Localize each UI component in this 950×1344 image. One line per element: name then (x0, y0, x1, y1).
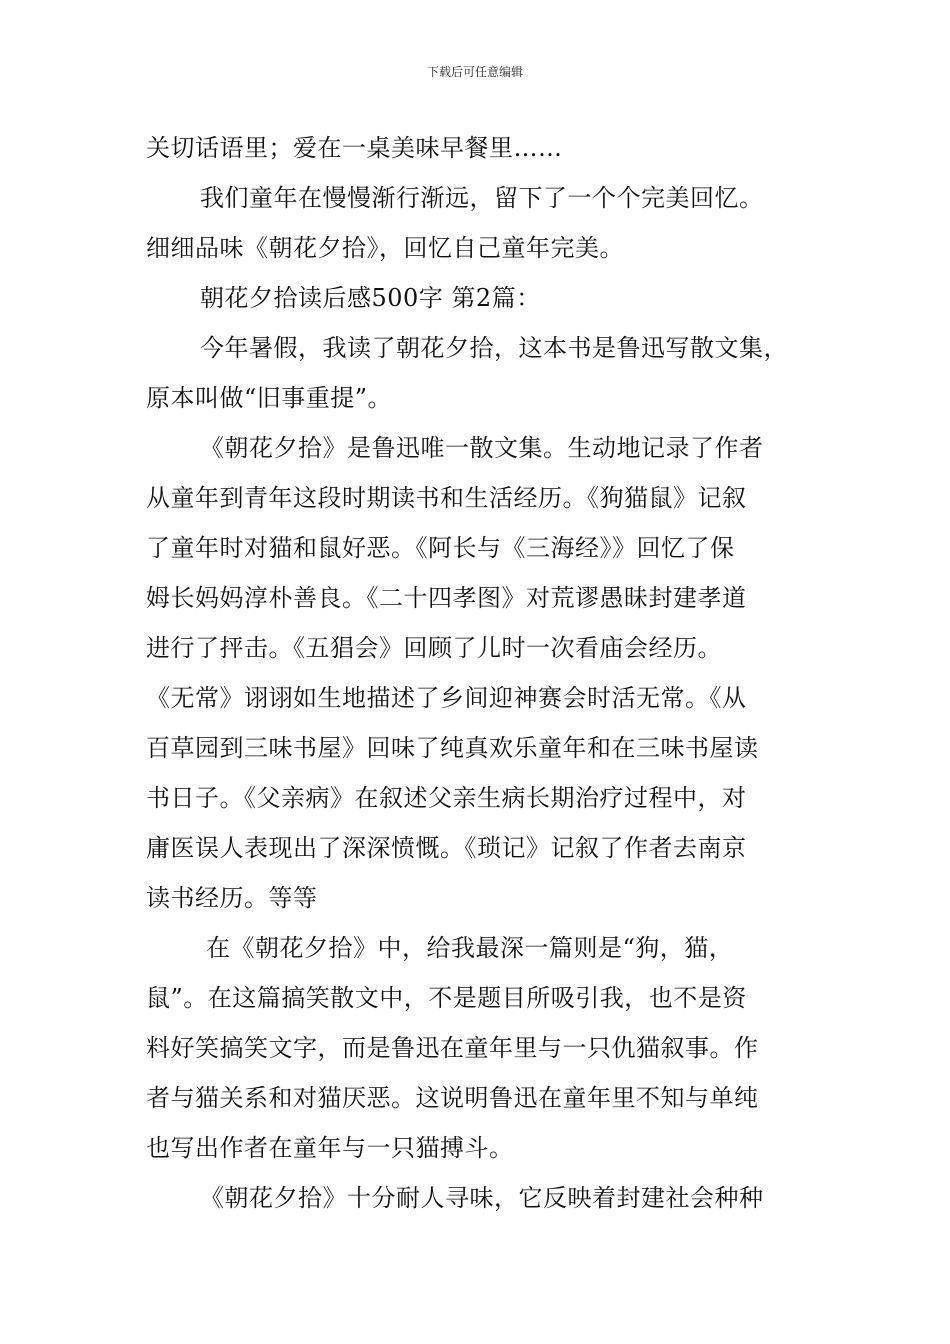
section-heading: 朝花夕拾读后感500字 第2篇： (200, 284, 541, 312)
text-line: 原本叫做“旧事重提”。 (146, 384, 393, 412)
document-body (146, 130, 814, 1230)
page-header: 下载后可任意编辑 (426, 65, 523, 79)
paragraph-first-line: 《朝花夕拾》十分耐人寻味，它反映着封建社会种种 (200, 1184, 764, 1212)
text-line: 也写出作者在童年与一只猫搏斗。 (146, 1134, 514, 1162)
text-line: 庸医误人表现出了深深愤慨。《琐记》记叙了作者去南京 (146, 834, 747, 862)
text-line: 进行了抨击。《五猖会》回顾了儿时一次看庙会经历。 (146, 634, 722, 662)
text-line: 了童年时对猫和鼠好恶。《阿长与《三海经》》回忆了保 (146, 534, 735, 562)
paragraph-first-line: 我们童年在慢慢渐行渐远，留下了一个个完美回忆。 (200, 184, 764, 212)
text-line: 姆长妈妈淳朴善良。《二十四孝图》对荒谬愚昧封建孝道 (146, 584, 747, 612)
paragraph-first-line: 在《朝花夕拾》中，给我最深一篇则是“狗，猫， (206, 934, 734, 962)
paragraph-first-line: 今年暑假，我读了朝花夕拾，这本书是鲁迅写散文集， (200, 334, 788, 362)
text-line: 从童年到青年这段时期读书和生活经历。《狗猫鼠》记叙 (146, 484, 747, 512)
text-line: 百草园到三味书屋》回味了纯真欢乐童年和在三味书屋读 (146, 734, 759, 762)
text-line: 读书经历。等等 (146, 884, 318, 912)
text-line: 书日子。《父亲病》在叙述父亲生病长期治疗过程中，对 (146, 784, 747, 812)
text-line: 《无常》诩诩如生地描述了乡间迎神赛会时活无常。《从 (146, 684, 747, 712)
text-line: 鼠”。在这篇搞笑散文中，不是题目所吸引我，也不是资 (146, 984, 747, 1012)
text-line: 关切话语里；爱在一桌美味早餐里…… (146, 134, 563, 162)
text-line: 料好笑搞笑文字，而是鲁迅在童年里与一只仇猫叙事。作 (146, 1034, 759, 1062)
text-line: 细细品味《朝花夕拾》，回忆自己童年完美。 (146, 234, 624, 262)
paragraph-first-line: 《朝花夕拾》是鲁迅唯一散文集。生动地记录了作者 (200, 434, 764, 462)
text-line: 者与猫关系和对猫厌恶。这说明鲁迅在童年里不知与单纯 (146, 1084, 759, 1112)
